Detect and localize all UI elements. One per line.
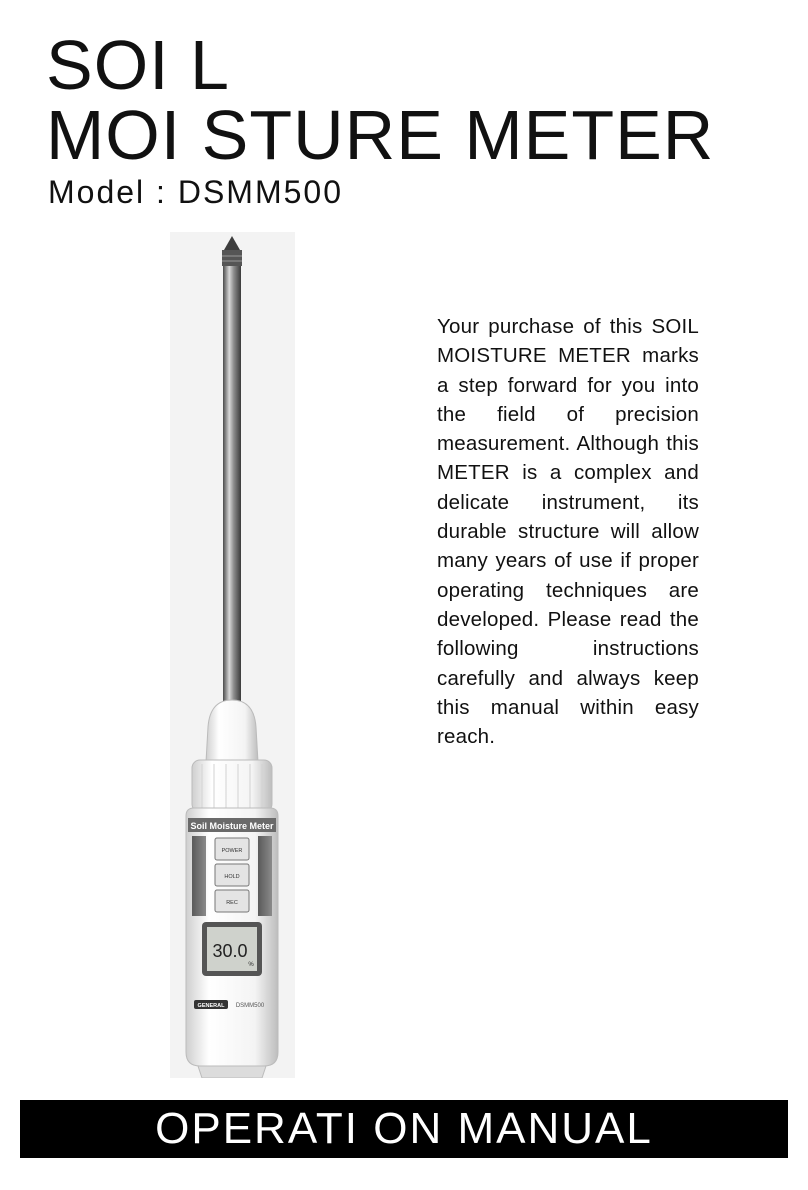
bottom-cap [198, 1066, 266, 1078]
meter-cap [192, 760, 272, 812]
intro-paragraph: Your purchase of this SOIL MOISTURE METER marks a step forward for you into the field of precision measurement. Although this METER is a complex and delicate instrument, its durable structure will allow many years of use if proper operating techniques are developed. Please read the following instructions carefully and always keep this manual within easy reach. [437, 315, 699, 749]
power-button-label: POWER [221, 848, 243, 854]
display-value: 30.0 [212, 941, 248, 961]
title-line-1: SOI L [46, 26, 230, 104]
probe-collar [222, 250, 242, 266]
left-side-panel [192, 836, 206, 916]
brand-name: GENERAL [197, 1003, 225, 1009]
device-label: Soil Moisture Meter [190, 821, 274, 831]
banner-text: OPERATI ON MANUAL [155, 1104, 653, 1153]
device-model-tag: DSMM500 [235, 1003, 265, 1009]
meter-neck [206, 700, 258, 762]
product-photo [170, 232, 295, 1078]
meter-illustration [170, 232, 295, 1078]
rec-button-label: REC [226, 900, 238, 906]
hold-button-label: HOLD [224, 874, 240, 880]
title-line-2: MOI STURE METER [46, 96, 715, 174]
display-unit: % [248, 962, 254, 968]
model-number: Model : DSMM500 [48, 174, 343, 210]
operation-manual-banner [20, 1100, 788, 1158]
probe-rod [223, 266, 241, 702]
right-side-panel [258, 836, 272, 916]
probe-tip [224, 236, 240, 250]
